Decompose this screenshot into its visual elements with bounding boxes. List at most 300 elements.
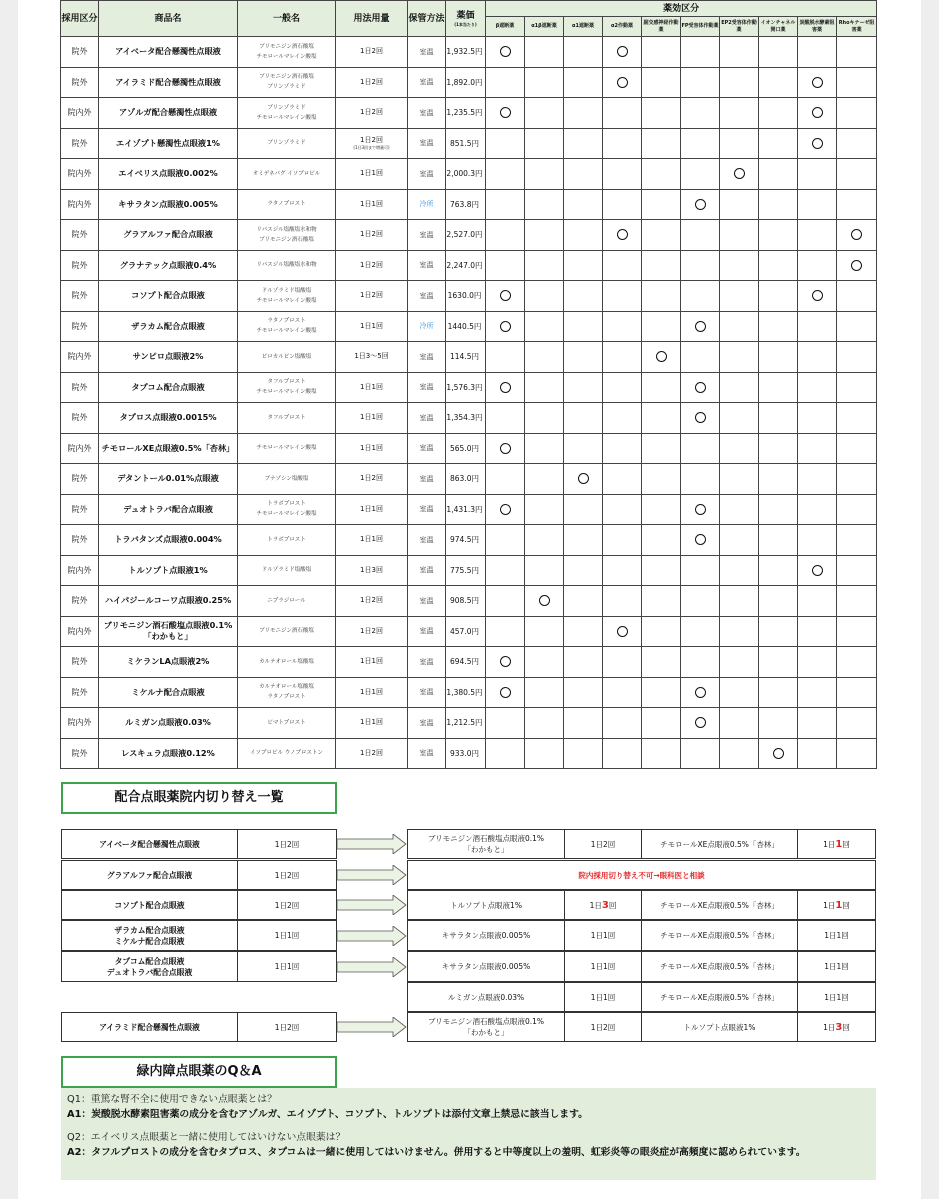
switch-left-name: コソプト配合点眼液 — [61, 890, 238, 920]
efficacy-cell — [798, 67, 837, 98]
efficacy-cell — [798, 464, 837, 495]
product-name-cell: ミケランLA点眼液2% — [99, 647, 238, 678]
generic-name-cell: ブリモニジン酒石酸塩 — [238, 616, 336, 647]
efficacy-cell — [642, 738, 681, 769]
efficacy-cell — [564, 464, 603, 495]
product-name-cell: エイゾプト懸濁性点眼液1% — [99, 128, 238, 159]
generic-name-cell: オミデネパグ イソプロピル — [238, 159, 336, 190]
efficacy-cell — [603, 189, 642, 220]
switch-target-a: ブリモニジン酒石酸塩点眼液0.1% 「わかもと」 — [407, 1012, 565, 1042]
price-cell: 1440.5円 — [446, 311, 486, 342]
dose-text: 1日2回 — [360, 230, 383, 239]
dose-text: 1日3～5回 — [354, 352, 389, 361]
storage-cell: 室温 — [408, 342, 446, 373]
product-name-cell: トルソプト点眼液1% — [99, 555, 238, 586]
dose-suffix: 回 — [842, 839, 850, 849]
product-name-cell: ミケルナ配合点眼液 — [99, 677, 238, 708]
drug-row — [61, 189, 877, 220]
efficacy-cell — [759, 98, 798, 129]
drug-row — [61, 403, 877, 434]
efficacy-cell — [798, 647, 837, 678]
efficacy-cell — [759, 128, 798, 159]
price-cell: 1,235.5円 — [446, 98, 486, 129]
efficacy-cell — [720, 250, 759, 281]
efficacy-cell — [759, 738, 798, 769]
price-cell: 565.0円 — [446, 433, 486, 464]
dose-prefix: 1日 — [589, 900, 602, 910]
efficacy-cell — [681, 128, 720, 159]
storage-cell: 室温 — [408, 525, 446, 556]
dose-cell — [336, 342, 408, 373]
drug-row — [61, 372, 877, 403]
efficacy-cell — [642, 372, 681, 403]
efficacy-cell — [603, 403, 642, 434]
header-efficacy-8: 炭酸脱水酵素阻害薬 — [798, 17, 837, 37]
efficacy-cell — [642, 250, 681, 281]
efficacy-cell — [798, 372, 837, 403]
efficacy-cell — [759, 220, 798, 251]
drug-table — [60, 0, 877, 769]
storage-cell: 室温 — [408, 616, 446, 647]
efficacy-cell — [798, 220, 837, 251]
product-name-cell: グラアルファ配合点眼液 — [99, 220, 238, 251]
efficacy-cell — [681, 586, 720, 617]
efficacy-cell — [798, 677, 837, 708]
generic-name-cell: ブリンゾラミド チモロールマレイン酸塩 — [238, 98, 336, 129]
switch-target-b-dose: 1日1回 — [797, 920, 876, 951]
storage-cell: 室温 — [408, 555, 446, 586]
generic-name-cell: トラボプロスト チモロールマレイン酸塩 — [238, 494, 336, 525]
generic-name-cell: ニプラジロール — [238, 586, 336, 617]
dose-cell — [336, 708, 408, 739]
header-efficacy-9: Rhoキナーゼ阻害薬 — [837, 17, 877, 37]
efficacy-cell — [603, 220, 642, 251]
efficacy-cell — [642, 281, 681, 312]
drug-row — [61, 677, 877, 708]
efficacy-cell — [720, 159, 759, 190]
dose-text: 1日2回 — [360, 626, 383, 635]
efficacy-cell — [564, 159, 603, 190]
adopt-cell: 院内外 — [61, 555, 99, 586]
circle-mark-icon — [500, 656, 511, 667]
efficacy-cell — [798, 311, 837, 342]
efficacy-cell — [720, 189, 759, 220]
efficacy-cell — [798, 128, 837, 159]
dose-text: 1日2回 — [360, 135, 383, 144]
efficacy-cell — [525, 128, 564, 159]
storage-cell: 室温 — [408, 128, 446, 159]
efficacy-cell — [525, 281, 564, 312]
price-cell: 1,212.5円 — [446, 708, 486, 739]
circle-mark-icon — [617, 626, 628, 637]
efficacy-cell — [837, 738, 877, 769]
circle-mark-icon — [695, 504, 706, 515]
efficacy-cell — [564, 342, 603, 373]
dose-cell — [336, 98, 408, 129]
efficacy-cell — [798, 433, 837, 464]
generic-name-cell: リパスジル塩酸塩水和物 — [238, 250, 336, 281]
dose-text: 1日2回 — [360, 260, 383, 269]
dose-cell — [336, 250, 408, 281]
generic-name-cell: カルテオロール塩酸塩 — [238, 647, 336, 678]
efficacy-cell — [564, 67, 603, 98]
circle-mark-icon — [656, 351, 667, 362]
product-name-cell: ルミガン点眼液0.03% — [99, 708, 238, 739]
switch-target-b-dose: 1日1回 — [797, 951, 876, 982]
efficacy-cell — [798, 281, 837, 312]
switch-target-a: キサラタン点眼液0.005% — [407, 951, 565, 982]
dose-prefix: 1日 — [823, 900, 836, 910]
switch-target-b: チモロールXE点眼液0.5%「杏林」 — [641, 920, 798, 951]
product-name-cell: デタントール0.01%点眼液 — [99, 464, 238, 495]
efficacy-cell — [603, 494, 642, 525]
circle-mark-icon — [617, 77, 628, 88]
right-arrow-icon — [337, 895, 407, 915]
generic-name-cell: リパスジル塩酸塩水和物 ブリモニジン酒石酸塩 — [238, 220, 336, 251]
efficacy-cell — [798, 159, 837, 190]
storage-cell: 室温 — [408, 281, 446, 312]
efficacy-cell — [759, 647, 798, 678]
dose-text: 1日2回 — [360, 474, 383, 483]
header-price — [446, 1, 486, 37]
dose-count: 3 — [601, 899, 609, 911]
adopt-cell: 院外 — [61, 738, 99, 769]
product-name-cell: レスキュラ点眼液0.12% — [99, 738, 238, 769]
switch-target-a-dose: 1日1回 — [564, 951, 642, 982]
dose-cell — [336, 525, 408, 556]
adopt-cell: 院外 — [61, 250, 99, 281]
adopt-cell: 院内外 — [61, 433, 99, 464]
storage-cell: 室温 — [408, 464, 446, 495]
efficacy-cell — [525, 616, 564, 647]
efficacy-cell — [720, 342, 759, 373]
dose-prefix: 1日 — [823, 1022, 836, 1032]
efficacy-cell — [564, 677, 603, 708]
drug-row — [61, 525, 877, 556]
circle-mark-icon — [500, 504, 511, 515]
efficacy-cell — [486, 128, 525, 159]
efficacy-cell — [798, 616, 837, 647]
efficacy-cell — [759, 159, 798, 190]
dose-cell — [336, 128, 408, 159]
efficacy-cell — [837, 616, 877, 647]
adopt-cell: 院外 — [61, 67, 99, 98]
efficacy-cell — [837, 494, 877, 525]
efficacy-cell — [486, 311, 525, 342]
efficacy-cell — [681, 464, 720, 495]
storage-cell: 室温 — [408, 37, 446, 68]
switch-target-b: チモロールXE点眼液0.5%「杏林」 — [641, 829, 798, 859]
efficacy-cell — [759, 311, 798, 342]
efficacy-cell — [603, 67, 642, 98]
dose-prefix: 1日 — [823, 839, 836, 849]
efficacy-cell — [681, 159, 720, 190]
dose-count: 1 — [835, 899, 843, 911]
adopt-cell: 院内外 — [61, 708, 99, 739]
price-cell: 1,431.3円 — [446, 494, 486, 525]
qa-section-title: 緑内障点眼薬のQ＆A — [61, 1056, 337, 1088]
drug-row — [61, 250, 877, 281]
dose-cell — [336, 616, 408, 647]
efficacy-cell — [837, 159, 877, 190]
efficacy-cell — [486, 586, 525, 617]
dose-text: 1日1回 — [360, 443, 383, 452]
efficacy-cell — [837, 128, 877, 159]
efficacy-cell — [759, 372, 798, 403]
drug-row — [61, 98, 877, 129]
efficacy-cell — [837, 525, 877, 556]
efficacy-cell — [759, 525, 798, 556]
efficacy-cell — [642, 647, 681, 678]
efficacy-cell — [486, 189, 525, 220]
price-cell: 694.5円 — [446, 647, 486, 678]
dose-text: 1日2回 — [360, 291, 383, 300]
switch-target-b: チモロールXE点眼液0.5%「杏林」 — [641, 982, 798, 1012]
dose-cell — [336, 586, 408, 617]
efficacy-cell — [486, 403, 525, 434]
efficacy-cell — [720, 311, 759, 342]
dose-suffix: 回 — [608, 900, 617, 910]
efficacy-cell — [564, 738, 603, 769]
efficacy-cell — [642, 98, 681, 129]
dose-text: 1日2回 — [360, 108, 383, 117]
switch-target-a: キサラタン点眼液0.005% — [407, 920, 565, 951]
adopt-cell: 院外 — [61, 677, 99, 708]
circle-mark-icon — [500, 290, 511, 301]
circle-mark-icon — [812, 107, 823, 118]
price-cell: 457.0円 — [446, 616, 486, 647]
price-cell: 114.5円 — [446, 342, 486, 373]
drug-row — [61, 433, 877, 464]
circle-mark-icon — [812, 138, 823, 149]
storage-cell: 室温 — [408, 159, 446, 190]
storage-cell: 室温 — [408, 647, 446, 678]
storage-cell: 室温 — [408, 433, 446, 464]
circle-mark-icon — [500, 443, 511, 454]
generic-name-cell: ブリモニジン酒石酸塩 チモロールマレイン酸塩 — [238, 37, 336, 68]
efficacy-cell — [837, 464, 877, 495]
efficacy-cell — [681, 647, 720, 678]
efficacy-cell — [837, 189, 877, 220]
efficacy-cell — [681, 98, 720, 129]
adopt-cell: 院外 — [61, 128, 99, 159]
circle-mark-icon — [500, 107, 511, 118]
adopt-cell: 院外 — [61, 311, 99, 342]
dose-cell — [336, 494, 408, 525]
switch-target-a-dose: 1日1回 — [564, 920, 642, 951]
efficacy-cell — [681, 342, 720, 373]
efficacy-cell — [798, 738, 837, 769]
efficacy-cell — [642, 494, 681, 525]
header-storage: 保管方法 — [408, 1, 446, 37]
price-cell: 1,380.5円 — [446, 677, 486, 708]
switch-target-a: ルミガン点眼液0.03% — [407, 982, 565, 1012]
switch-target-b: チモロールXE点眼液0.5%「杏林」 — [641, 890, 798, 920]
dose-text: 1日1回 — [360, 535, 383, 544]
efficacy-cell — [642, 220, 681, 251]
dose-suffix: 回 — [842, 1022, 850, 1032]
drug-row — [61, 494, 877, 525]
drug-row — [61, 342, 877, 373]
storage-cell: 室温 — [408, 708, 446, 739]
efficacy-cell — [642, 37, 681, 68]
price-cell: 974.5円 — [446, 525, 486, 556]
dose-text: 1日1回 — [360, 657, 383, 666]
efficacy-cell — [642, 67, 681, 98]
efficacy-cell — [642, 525, 681, 556]
circle-mark-icon — [500, 321, 511, 332]
efficacy-cell — [486, 250, 525, 281]
efficacy-cell — [798, 98, 837, 129]
circle-mark-icon — [695, 534, 706, 545]
circle-mark-icon — [500, 46, 511, 57]
product-name-cell: ザラカム配合点眼液 — [99, 311, 238, 342]
question-2: Q2：エイベリス点眼薬と一緒に使用してはいけない点眼薬は？ — [67, 1132, 346, 1143]
switch-target-b-dose: 1日1回 — [797, 982, 876, 1012]
efficacy-cell — [837, 555, 877, 586]
answer-2: A2：タフルプロストの成分を含むタプロス、タプコムは一緒に使用してはいけません。併用すると中等度以上の羞明、虹彩炎等の眼炎症が高頻度に認められています。 — [67, 1147, 806, 1158]
drug-row — [61, 220, 877, 251]
efficacy-cell — [642, 342, 681, 373]
efficacy-cell — [564, 616, 603, 647]
price-cell: 1,354.3円 — [446, 403, 486, 434]
efficacy-cell — [564, 555, 603, 586]
switch-target-a-dose: 1日2回 — [564, 829, 642, 859]
switch-left-dose: 1日1回 — [237, 920, 337, 951]
switch-target-b: トルソプト点眼液1% — [641, 1012, 798, 1042]
dose-note: (1日3回まで増量可) — [353, 144, 390, 150]
switch-left-name: ザラカム配合点眼液 ミケルナ配合点眼液 — [61, 920, 238, 951]
efficacy-cell — [720, 647, 759, 678]
adopt-cell: 院外 — [61, 372, 99, 403]
efficacy-cell — [837, 433, 877, 464]
efficacy-cell — [681, 494, 720, 525]
drug-row — [61, 555, 877, 586]
drug-row — [61, 159, 877, 190]
switch-target-a: ブリモニジン酒石酸塩点眼液0.1% 「わかもと」 — [407, 829, 565, 859]
adopt-cell: 院外 — [61, 647, 99, 678]
storage-cell: 室温 — [408, 98, 446, 129]
efficacy-cell — [759, 67, 798, 98]
storage-cell: 室温 — [408, 250, 446, 281]
efficacy-cell — [681, 220, 720, 251]
efficacy-cell — [603, 647, 642, 678]
efficacy-cell — [837, 37, 877, 68]
dose-text: 1日1回 — [360, 687, 383, 696]
efficacy-cell — [603, 677, 642, 708]
right-arrow-icon — [337, 926, 407, 946]
efficacy-cell — [642, 128, 681, 159]
efficacy-cell — [564, 433, 603, 464]
efficacy-cell — [564, 647, 603, 678]
dose-cell — [336, 67, 408, 98]
switch-left-dose: 1日2回 — [237, 1012, 337, 1042]
efficacy-cell — [525, 342, 564, 373]
efficacy-cell — [486, 67, 525, 98]
generic-name-cell: ドルゾラミド塩酸塩 チモロールマレイン酸塩 — [238, 281, 336, 312]
efficacy-cell — [759, 37, 798, 68]
efficacy-cell — [759, 616, 798, 647]
efficacy-cell — [798, 525, 837, 556]
generic-name-cell: イソプロピル ウノプロストン — [238, 738, 336, 769]
efficacy-cell — [681, 677, 720, 708]
switch-left-dose: 1日1回 — [237, 951, 337, 982]
price-cell: 1630.0円 — [446, 281, 486, 312]
dose-cell — [336, 403, 408, 434]
efficacy-cell — [564, 525, 603, 556]
dose-text: 1日2回 — [360, 596, 383, 605]
circle-mark-icon — [851, 229, 862, 240]
efficacy-cell — [525, 494, 564, 525]
adopt-cell: 院外 — [61, 220, 99, 251]
dose-text: 1日2回 — [360, 77, 383, 86]
dose-cell — [336, 37, 408, 68]
efficacy-cell — [564, 281, 603, 312]
dose-text: 1日1回 — [360, 504, 383, 513]
circle-mark-icon — [695, 321, 706, 332]
header-efficacy-3: α2作動薬 — [603, 17, 642, 37]
efficacy-cell — [525, 738, 564, 769]
efficacy-cell — [720, 677, 759, 708]
dose-text: 1日1回 — [360, 169, 383, 178]
switch-target-a-dose: 1日2回 — [564, 1012, 642, 1042]
circle-mark-icon — [695, 412, 706, 423]
efficacy-cell — [642, 159, 681, 190]
efficacy-cell — [720, 403, 759, 434]
generic-name-cell: ラタノプロスト チモロールマレイン酸塩 — [238, 311, 336, 342]
efficacy-cell — [525, 525, 564, 556]
product-name-cell: アイラミド配合懸濁性点眼液 — [99, 67, 238, 98]
price-cell: 1,576.3円 — [446, 372, 486, 403]
dose-cell — [336, 433, 408, 464]
dose-cell — [336, 159, 408, 190]
efficacy-cell — [681, 67, 720, 98]
dose-text: 1日1回 — [360, 321, 383, 330]
efficacy-cell — [564, 128, 603, 159]
header-efficacy-2: α1遮断薬 — [564, 17, 603, 37]
efficacy-cell — [525, 708, 564, 739]
efficacy-cell — [525, 433, 564, 464]
drug-row — [61, 128, 877, 159]
drug-row — [61, 586, 877, 617]
dose-cell — [336, 677, 408, 708]
adopt-cell: 院外 — [61, 525, 99, 556]
dose-cell — [336, 281, 408, 312]
efficacy-cell — [759, 189, 798, 220]
adopt-cell: 院外 — [61, 281, 99, 312]
header-adopt: 採用区分 — [61, 1, 99, 37]
efficacy-cell — [837, 372, 877, 403]
product-name-cell: トラバタンズ点眼液0.004% — [99, 525, 238, 556]
efficacy-cell — [603, 281, 642, 312]
product-name-cell: サンピロ点眼液2% — [99, 342, 238, 373]
efficacy-cell — [837, 403, 877, 434]
efficacy-cell — [798, 708, 837, 739]
efficacy-cell — [720, 372, 759, 403]
efficacy-cell — [681, 281, 720, 312]
adopt-cell: 院外 — [61, 37, 99, 68]
dose-cell — [336, 189, 408, 220]
product-name-cell: キサラタン点眼液0.005% — [99, 189, 238, 220]
efficacy-cell — [642, 708, 681, 739]
efficacy-cell — [486, 342, 525, 373]
product-name-cell: コソプト配合点眼液 — [99, 281, 238, 312]
efficacy-cell — [525, 372, 564, 403]
efficacy-cell — [525, 98, 564, 129]
efficacy-cell — [681, 738, 720, 769]
efficacy-cell — [720, 37, 759, 68]
price-cell: 863.0円 — [446, 464, 486, 495]
